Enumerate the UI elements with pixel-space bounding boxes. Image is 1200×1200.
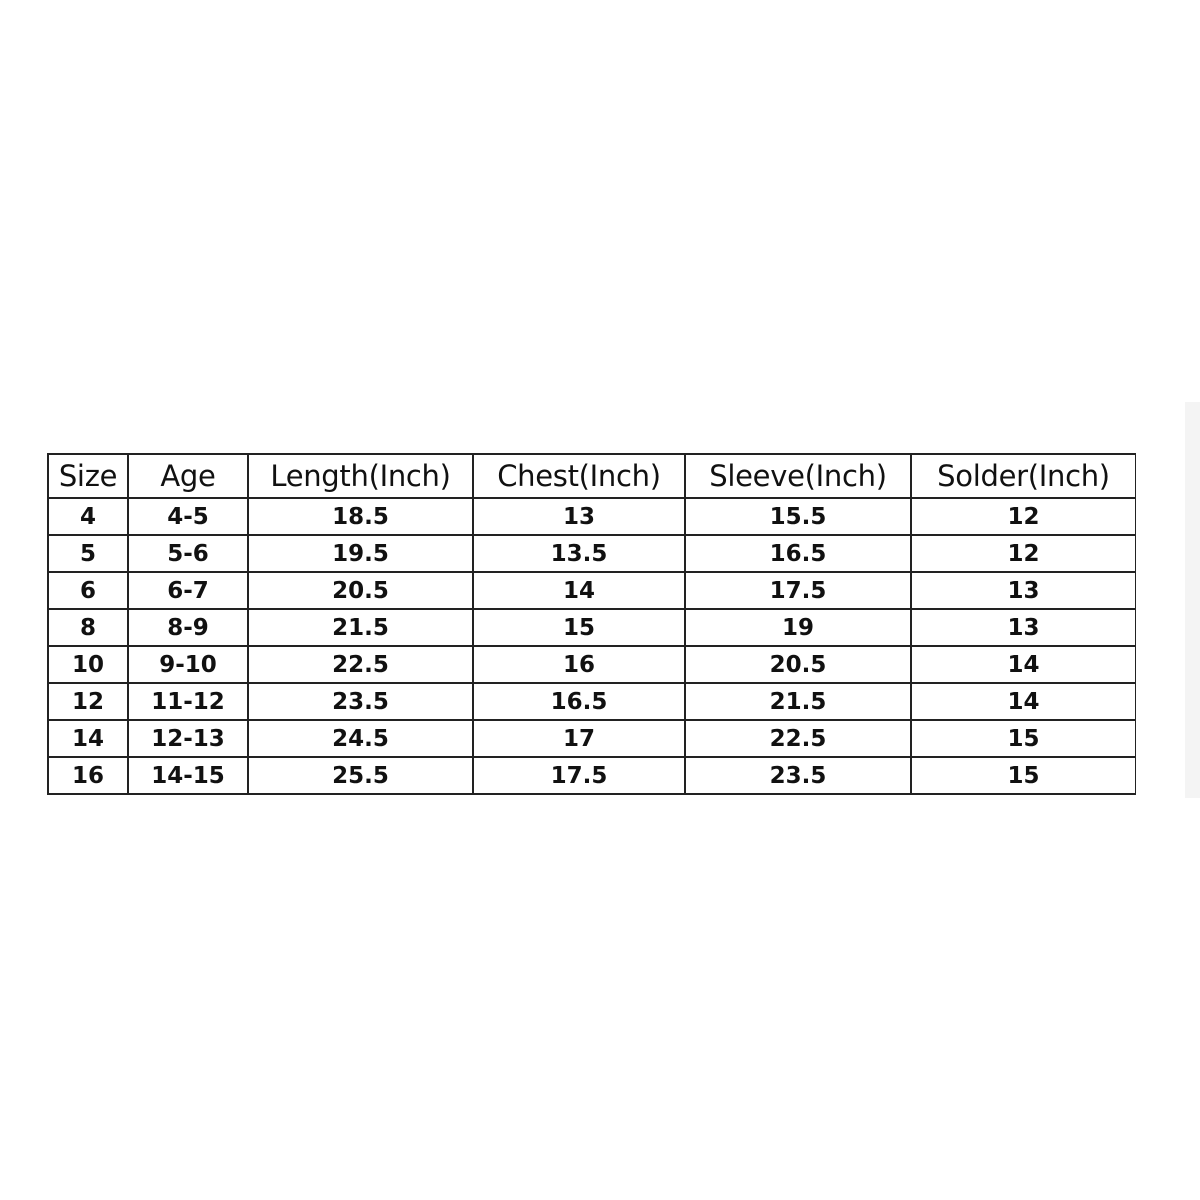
chest-cell: 13: [473, 498, 685, 535]
age-cell: 11-12: [128, 683, 248, 720]
solder-cell: 14: [911, 683, 1136, 720]
size-chart-table: [47, 453, 1136, 795]
length-cell: 25.5: [248, 757, 473, 794]
size-cell: 8: [48, 609, 128, 646]
chest-cell: 14: [473, 572, 685, 609]
length-cell: 22.5: [248, 646, 473, 683]
table-row: [48, 646, 1136, 683]
size-chart-container: [46, 452, 1136, 798]
solder-cell: 12: [911, 498, 1136, 535]
age-cell: 4-5: [128, 498, 248, 535]
size-cell: 5: [48, 535, 128, 572]
table-row: [48, 720, 1136, 757]
column-header-age: Age: [128, 454, 248, 498]
solder-cell: 12: [911, 535, 1136, 572]
length-cell: 23.5: [248, 683, 473, 720]
column-header-sleeve: Sleeve(Inch): [685, 454, 911, 498]
size-cell: 14: [48, 720, 128, 757]
solder-cell: 13: [911, 609, 1136, 646]
column-header-solder: Solder(Inch): [911, 454, 1136, 498]
size-cell: 6: [48, 572, 128, 609]
length-cell: 19.5: [248, 535, 473, 572]
size-cell: 12: [48, 683, 128, 720]
sleeve-cell: 22.5: [685, 720, 911, 757]
size-cell: 10: [48, 646, 128, 683]
table-row: [48, 609, 1136, 646]
column-header-size: Size: [48, 454, 128, 498]
solder-cell: 15: [911, 720, 1136, 757]
sleeve-cell: 16.5: [685, 535, 911, 572]
table-row: [48, 535, 1136, 572]
length-cell: 20.5: [248, 572, 473, 609]
sleeve-cell: 20.5: [685, 646, 911, 683]
header-row: [48, 454, 1136, 498]
length-cell: 18.5: [248, 498, 473, 535]
solder-cell: 13: [911, 572, 1136, 609]
table-row: [48, 498, 1136, 535]
sleeve-cell: 23.5: [685, 757, 911, 794]
table-row: [48, 572, 1136, 609]
size-cell: 16: [48, 757, 128, 794]
sleeve-cell: 17.5: [685, 572, 911, 609]
solder-cell: 14: [911, 646, 1136, 683]
length-cell: 24.5: [248, 720, 473, 757]
right-edge-strip: [1185, 402, 1200, 798]
age-cell: 5-6: [128, 535, 248, 572]
chest-cell: 15: [473, 609, 685, 646]
age-cell: 6-7: [128, 572, 248, 609]
age-cell: 8-9: [128, 609, 248, 646]
sleeve-cell: 19: [685, 609, 911, 646]
column-header-length: Length(Inch): [248, 454, 473, 498]
age-cell: 12-13: [128, 720, 248, 757]
chest-cell: 16.5: [473, 683, 685, 720]
chest-cell: 17: [473, 720, 685, 757]
age-cell: 14-15: [128, 757, 248, 794]
age-cell: 9-10: [128, 646, 248, 683]
column-header-chest: Chest(Inch): [473, 454, 685, 498]
table-row: [48, 757, 1136, 794]
chest-cell: 16: [473, 646, 685, 683]
solder-cell: 15: [911, 757, 1136, 794]
length-cell: 21.5: [248, 609, 473, 646]
chest-cell: 17.5: [473, 757, 685, 794]
size-cell: 4: [48, 498, 128, 535]
chest-cell: 13.5: [473, 535, 685, 572]
sleeve-cell: 15.5: [685, 498, 911, 535]
table-row: [48, 683, 1136, 720]
sleeve-cell: 21.5: [685, 683, 911, 720]
